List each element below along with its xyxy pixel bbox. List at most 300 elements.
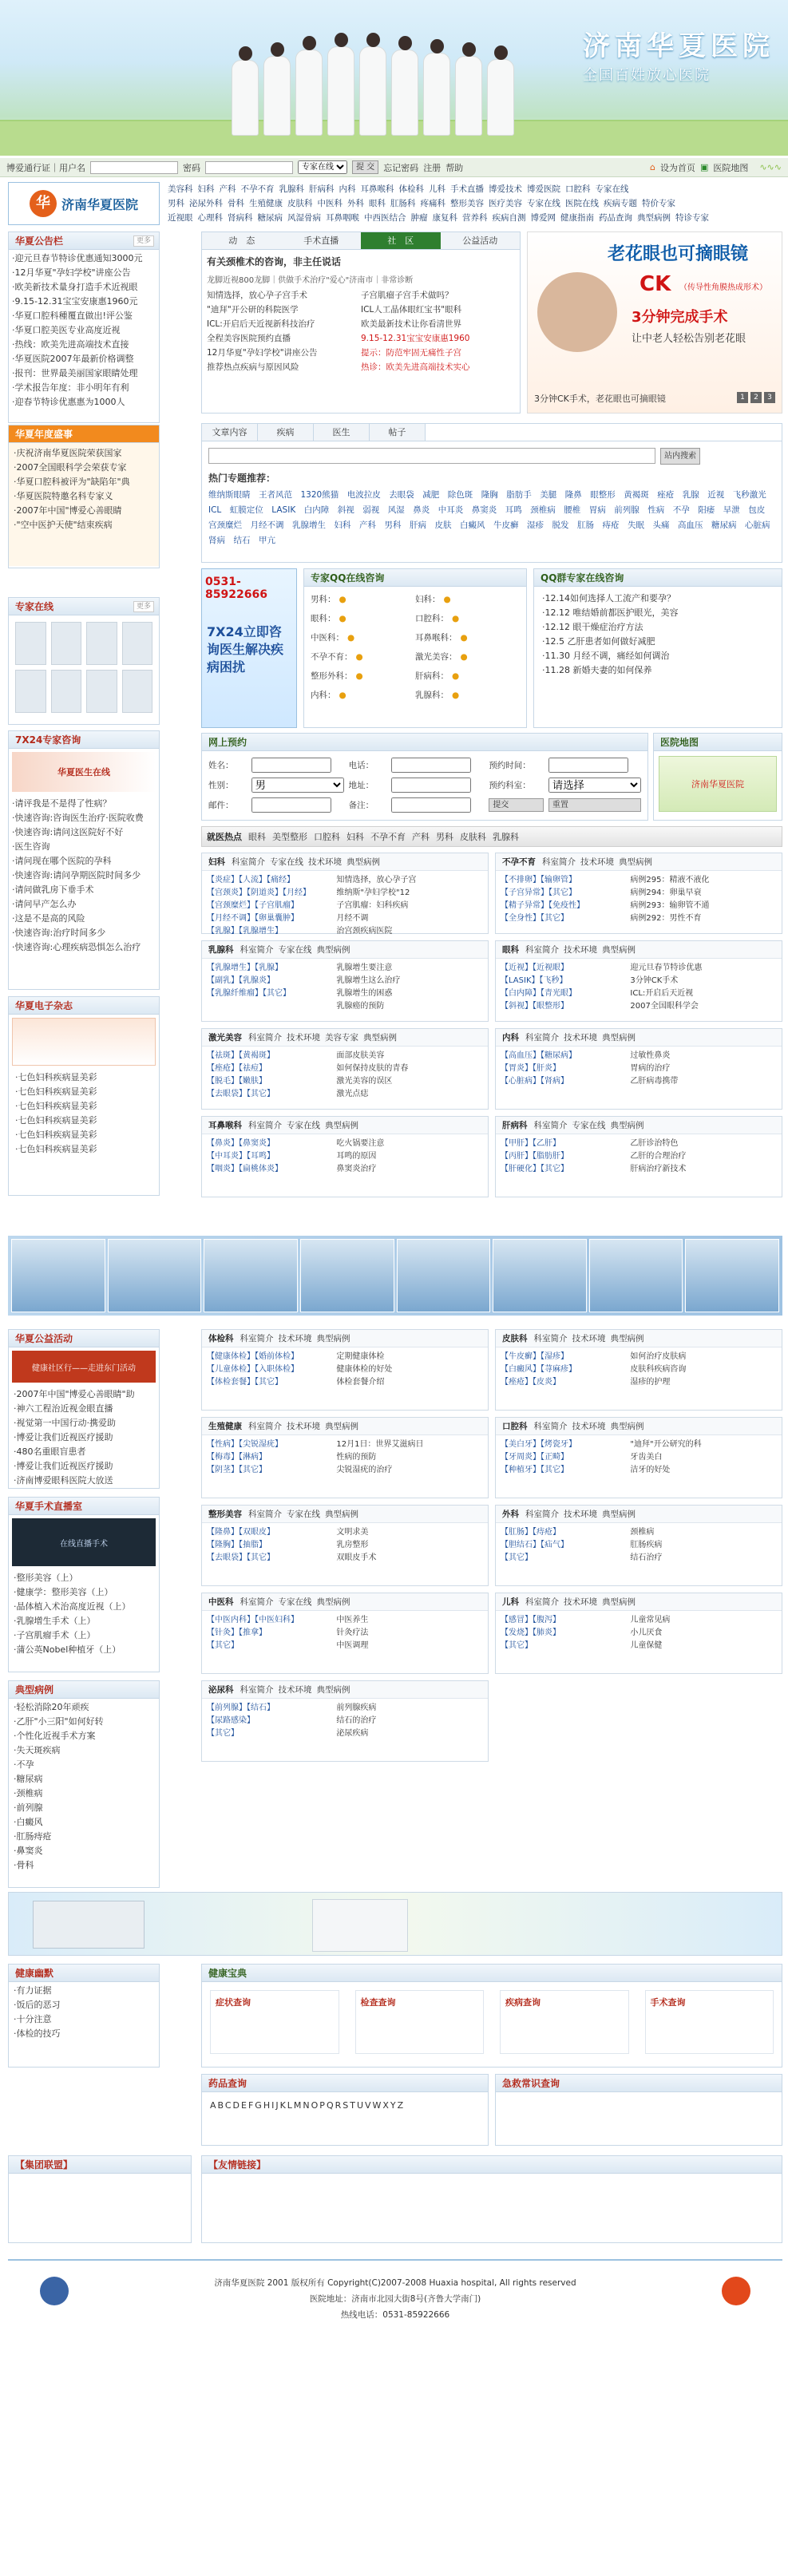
dept-tag-link[interactable]: 【高血压】【糖尿病】 (501, 1051, 576, 1060)
case-item[interactable]: ·乙肝"小三阳"如何好转 (14, 1716, 104, 1727)
dept-tag-link[interactable]: 【祛斑】【黄褐斑】 (207, 1051, 275, 1060)
nav-item[interactable]: 博爱医院 (527, 184, 560, 194)
login-type-select[interactable] (298, 160, 347, 174)
qq-news-item[interactable]: ·12.5 乙肝患者如何做好减肥 (542, 636, 655, 647)
phone-input[interactable] (391, 758, 471, 773)
register-link[interactable]: 注册 (423, 162, 442, 173)
news-link[interactable]: "迪拜"开公研的科院医学 (207, 305, 299, 315)
nav-item[interactable]: 博爱技术 (489, 184, 522, 194)
dept-article-link[interactable]: 尖锐湿疣的治疗 (336, 1466, 393, 1474)
dept-section-tab[interactable]: 科室简介 (525, 1033, 559, 1043)
dept-tag-link[interactable]: 【咽炎】【扁桃体炎】 (207, 1165, 283, 1173)
humor-item[interactable]: ·十分注意 (14, 2014, 52, 2024)
qq-consult-item[interactable] (415, 609, 520, 628)
public-item[interactable]: ·博爱让我们近视医疗援助 (14, 1432, 113, 1442)
notice-item[interactable]: ·迎春节特诊优惠惠为1000人 (12, 397, 125, 407)
dept-section-tab[interactable]: 典型病例 (316, 1685, 350, 1695)
dept-section-tab[interactable]: 技术环境 (572, 1334, 606, 1343)
consult-item[interactable]: ·请问现在哪个医院的孕科 (12, 856, 112, 866)
ezine-item[interactable]: ·七色妇科疾病显美彩 (15, 1130, 97, 1140)
consult-banner[interactable]: 华夏医生在线 (12, 752, 156, 792)
dept-article-link[interactable]: 结石治疗 (630, 1553, 663, 1562)
dept-tag-link[interactable]: 【宫颈炎】【阴道炎】【月经】 (207, 888, 311, 897)
dept-tag-link[interactable]: 【近视】【近视眼】 (501, 964, 568, 972)
case-item[interactable]: ·骨科 (14, 1860, 34, 1870)
nav-item[interactable]: 博爱网 (530, 213, 556, 223)
expert-photo[interactable] (51, 670, 82, 713)
nav-item[interactable]: 健康指南 (560, 213, 594, 223)
dept-tag-link[interactable]: 【斜视】【眼整形】 (501, 1002, 568, 1011)
facility-photo[interactable] (397, 1239, 491, 1312)
notice-item[interactable]: ·热线：欧美先进高端技术直接 (12, 339, 129, 350)
dept-tag-link[interactable]: 【子宫异常】【其它】 (501, 888, 576, 897)
dept-tag-link[interactable]: 【健康体检】【婚前体检】 (207, 1352, 299, 1361)
nav-item[interactable]: 泌尿外科 (189, 199, 223, 208)
public-item[interactable]: ·济南博爱眼科医院大放送 (14, 1475, 113, 1486)
dept-section-tab[interactable]: 典型病例 (610, 1422, 644, 1431)
dept-article-link[interactable]: 如何治疗皮肤病 (630, 1352, 687, 1361)
forgot-link[interactable]: 忘记密码 (383, 162, 419, 173)
dept-section-title[interactable]: 乳腺科 (208, 945, 234, 955)
site-search-button[interactable]: 站内搜索 (660, 448, 700, 465)
dept-tag-link[interactable]: 【去眼袋】【其它】 (207, 1090, 275, 1098)
dept-section-tab[interactable]: 科室简介 (240, 945, 274, 955)
dept-section-tab[interactable]: 科室简介 (240, 1685, 274, 1695)
nav-item[interactable]: 糖尿病 (257, 213, 283, 223)
dept-section-tab[interactable]: 典型病例 (316, 1597, 350, 1607)
dept-tag-link[interactable]: 【乳腺增生】【乳腺】 (207, 964, 283, 972)
annual-item[interactable]: ·华夏口腔科被评为"缺陷年"典 (14, 477, 130, 487)
hot-bar-item[interactable]: 妇科 (346, 832, 364, 842)
expert-photo[interactable] (122, 670, 153, 713)
dept-article-link[interactable]: 前列腺疾病 (336, 1703, 377, 1712)
dept-section-tab[interactable]: 技术环境 (278, 1685, 312, 1695)
dept-section-title[interactable]: 中医科 (208, 1597, 234, 1607)
nav-item[interactable]: 内科 (339, 184, 356, 194)
dept-section-tab[interactable]: 科室简介 (248, 1033, 282, 1043)
consult-item[interactable]: ·快速咨询:请问这医院好不好 (12, 827, 124, 837)
qq-news-item[interactable]: ·11.30 月经不调，痛经如何调治 (542, 651, 670, 661)
dept-article-link[interactable]: 乙肝的合理治疗 (630, 1152, 687, 1161)
qq-consult-item[interactable] (311, 628, 415, 647)
public-item[interactable]: ·480名重眼盲患者 (14, 1446, 86, 1457)
nav-item[interactable]: 营养科 (462, 213, 488, 223)
nav-item[interactable]: 耳鼻咽喉 (326, 213, 359, 223)
dept-tag-link[interactable]: 【脱毛】【嫩肤】 (207, 1077, 267, 1086)
booking-reset[interactable]: 重置 (548, 798, 641, 812)
dept-section-tab[interactable]: 典型病例 (363, 1033, 397, 1043)
nav-item[interactable]: 眼科 (369, 199, 386, 208)
hotline-number[interactable]: 0531-85922666 (205, 576, 267, 601)
map-image[interactable]: 济南华夏医院 (659, 756, 777, 812)
news-tab[interactable]: 手术直播 (282, 232, 362, 249)
facility-photo[interactable] (493, 1239, 587, 1312)
dept-article-link[interactable]: 乙肝诊治特色 (630, 1139, 679, 1148)
dept-section-title[interactable]: 皮肤科 (502, 1334, 528, 1343)
ezine-item[interactable]: ·七色妇科疾病显美彩 (15, 1101, 97, 1111)
dept-article-link[interactable]: 吃火锅要注意 (336, 1139, 385, 1148)
dept-section-tab[interactable]: 典型病例 (325, 1510, 358, 1519)
hot-bar-item[interactable]: 产科 (412, 832, 430, 842)
nav-item[interactable]: 妇科 (197, 184, 215, 194)
nav-item[interactable]: 医疗美容 (489, 199, 522, 208)
dept-tag-link[interactable]: 【其它】 (501, 1553, 533, 1562)
qq-consult-item[interactable] (415, 647, 520, 667)
case-item[interactable]: ·鼻窦炎 (14, 1846, 43, 1856)
dept-article-link[interactable]: 乳腺增生的困惑 (336, 989, 393, 998)
nav-item[interactable]: 专家在线 (527, 199, 560, 208)
password-input[interactable] (205, 161, 293, 174)
expert-photo[interactable] (15, 622, 46, 665)
dept-section-tab[interactable]: 技术环境 (564, 1510, 597, 1519)
public-banner[interactable]: 健康社区行——走进东门活动 (12, 1351, 156, 1383)
dept-article-link[interactable]: 耳鸣的原因 (336, 1152, 377, 1161)
case-item[interactable]: ·不孕 (14, 1759, 34, 1770)
nav-item[interactable]: 外科 (347, 199, 364, 208)
news-link[interactable]: 12月华夏"孕妇学校"讲座公告 (207, 348, 318, 358)
nav-item[interactable]: 肿瘤 (410, 213, 428, 223)
dept-article-link[interactable]: 面部皮肤美容 (336, 1051, 385, 1060)
dept-section-tab[interactable]: 科室简介 (248, 1510, 282, 1519)
dept-section-tab[interactable]: 科室简介 (533, 1121, 568, 1130)
pharma-letters[interactable]: ABCDEFGHIJKLMNOPQRSTUVWXYZ (210, 2100, 406, 2111)
gender-select[interactable] (251, 778, 344, 793)
dept-tag-link[interactable]: 【种植牙】【其它】 (501, 1466, 568, 1474)
dept-article-link[interactable]: 中医养生 (336, 1616, 369, 1624)
ezine-cover[interactable] (12, 1018, 156, 1066)
facility-photo[interactable] (204, 1239, 298, 1312)
annual-item[interactable]: ·"空中医护天使"结束疾病 (14, 520, 113, 530)
dept-tag-link[interactable]: 【白内障】【青光眼】 (501, 989, 576, 998)
dept-tag-link[interactable]: 【乳腺】【乳腺增生】 (207, 927, 283, 936)
dept-section-title[interactable]: 内科 (502, 1033, 519, 1043)
booking-submit[interactable]: 提交 (489, 798, 544, 812)
case-item[interactable]: ·个性化近视手术方案 (14, 1731, 96, 1741)
dept-article-link[interactable]: 颈椎病 (630, 1528, 655, 1537)
consult-item[interactable]: ·请问做乳房下垂手术 (12, 884, 94, 895)
news-tab[interactable]: 社 区 (361, 232, 441, 249)
humor-item[interactable]: ·饭后的恶习 (14, 2000, 61, 2010)
dept-article-link[interactable]: 乳腺增生要注意 (336, 964, 393, 972)
notice-item[interactable]: ·报刊：世界最美丽国家眼睛处理 (12, 368, 138, 378)
dept-article-link[interactable]: 肝病治疗新技术 (630, 1165, 687, 1173)
dept-tag-link[interactable]: 【丙肝】【脂肪肝】 (501, 1152, 568, 1161)
nav-item[interactable]: 肾病科 (228, 213, 253, 223)
ezine-item[interactable]: ·七色妇科疾病显美彩 (15, 1072, 97, 1082)
dept-article-link[interactable]: 病例293：输卵管不通 (630, 901, 710, 910)
library-item[interactable]: 检查查询 (355, 1990, 485, 2054)
dept-article-link[interactable]: 乳房整形 (336, 1541, 369, 1549)
news-tab[interactable]: 公益活动 (441, 232, 521, 249)
dept-article-link[interactable]: 鼻窦炎治疗 (336, 1165, 377, 1173)
news-link[interactable]: 推荐热点疾病与原因风险 (207, 362, 299, 372)
dept-tag-link[interactable]: 【胆结石】【疝气】 (501, 1541, 568, 1549)
qq-consult-item[interactable] (311, 686, 415, 705)
nav-item[interactable]: 生殖健康 (249, 199, 283, 208)
expert-photo[interactable] (86, 622, 117, 665)
dept-tag-link[interactable]: 【中医内科】【中医妇科】 (207, 1616, 299, 1624)
case-item[interactable]: ·失天斑疾病 (14, 1745, 61, 1755)
dept-tag-link[interactable]: 【副乳】【乳腺炎】 (207, 976, 275, 985)
case-item[interactable]: ·前列腺 (14, 1802, 43, 1813)
dept-article-link[interactable]: 乙肝病毒携带 (630, 1077, 679, 1086)
dept-article-link[interactable]: 泌尿疾病 (336, 1729, 369, 1738)
nav-item[interactable]: 中西医结合 (364, 213, 406, 223)
dept-tag-link[interactable]: 【隆胸】【抽脂】 (207, 1541, 267, 1549)
annual-item[interactable]: ·庆祝济南华夏医院荣获国家 (14, 448, 122, 458)
dept-section-title[interactable]: 儿科 (502, 1597, 519, 1607)
ezine-item[interactable]: ·七色妇科疾病显美彩 (15, 1115, 97, 1126)
dept-tag-link[interactable]: 【儿童体检】【入职体检】 (207, 1365, 299, 1374)
surgery-item[interactable]: ·蒲公英Nobel种植牙（上） (14, 1644, 121, 1655)
case-item[interactable]: ·轻松消除20年顽疾 (14, 1702, 89, 1712)
dept-article-link[interactable]: 3分钟CK手术 (630, 976, 679, 985)
ezine-item[interactable]: ·七色妇科疾病显美彩 (15, 1086, 97, 1097)
consult-item[interactable]: ·请评我是不是得了性病？ (12, 798, 112, 809)
nav-item[interactable]: 骨科 (228, 199, 244, 208)
dept-section-title[interactable]: 眼科 (502, 945, 519, 955)
nav-item[interactable]: 疾病自测 (492, 213, 526, 223)
news-link[interactable]: 子宫肌瘤子宫手术做吗？ (361, 291, 453, 300)
notice-item[interactable]: ·迎元旦春节特诊优惠通知3000元 (12, 253, 143, 263)
dept-tag-link[interactable]: 【牛皮癣】【湿疹】 (501, 1352, 568, 1361)
public-item[interactable]: ·视觉第一中国行动·携爱助 (14, 1418, 116, 1428)
dept-tag-link[interactable]: 【隆鼻】【双眼皮】 (207, 1528, 275, 1537)
dept-article-link[interactable]: 激光点痣 (336, 1090, 369, 1098)
dept-tag-link[interactable]: 【体检套餐】【其它】 (207, 1378, 283, 1387)
nav-item[interactable]: 口腔科 (565, 184, 591, 194)
dept-article-link[interactable]: 肛肠疾病 (630, 1541, 663, 1549)
dept-section-tab[interactable]: 专家在线 (278, 945, 312, 955)
date-input[interactable] (548, 758, 628, 773)
dept-tag-link[interactable]: 【鼻炎】【鼻窦炎】 (207, 1139, 275, 1148)
news-link[interactable]: 全程美容医院预约直播 (207, 334, 291, 343)
dept-section-tab[interactable]: 科室简介 (525, 1597, 559, 1607)
dept-section-tab[interactable]: 典型病例 (610, 1121, 644, 1130)
news-link[interactable]: 欧美最新技术让你看清世界 (361, 319, 461, 329)
qq-consult-item[interactable] (415, 686, 520, 705)
dept-article-link[interactable]: 针灸疗法 (336, 1628, 369, 1637)
dept-section-tab[interactable]: 典型病例 (316, 1334, 350, 1343)
consult-item[interactable]: ·快速咨询:心理疾病恐惧怎么治疗 (12, 942, 141, 952)
hot-topics-list[interactable]: 维纳斯眼睛 王者风范 1320熊猫 电波拉皮 去眼袋 减肥 除色斑 隆胸 脂肪手 美腿 隆鼻 眼整形 黄褐斑 痤疮 乳腺 近视 飞秒激光 ICL 虹膜定位 LASIK 白内障 斜视 弱视 风湿 鼻炎 中耳炎 鼻窦炎 耳鸣 颈椎病 腰椎 胃病 前列腺 性病 不孕 阳痿 早泄 包皮 宫颈糜烂 月经不调 乳腺增生 妇科 产科 男科 肝病 皮肤 白癜风 牛皮癣 湿疹 脱发 肛肠 痔疮 失眠 头痛 高血压 糖尿病 心脏病 肾病 结石 甲亢 (208, 490, 778, 545)
surgery-item[interactable]: ·健康学：整形美容（上） (14, 1587, 113, 1597)
dept-section-title[interactable]: 不孕不育 (502, 857, 536, 867)
help-link[interactable]: 帮助 (445, 162, 464, 173)
expert-photo[interactable] (122, 622, 153, 665)
dept-article-link[interactable]: 过敏性鼻炎 (630, 1051, 671, 1060)
annual-item[interactable]: ·2007年中国"博爱心善眼睛 (14, 505, 122, 516)
nav-item[interactable]: 乳腺科 (279, 184, 304, 194)
site-search-input[interactable] (208, 448, 655, 464)
dept-article-link[interactable]: 维纳斯"孕妇学校"12 (336, 888, 410, 897)
dept-section-title[interactable]: 泌尿科 (208, 1685, 234, 1695)
nav-item[interactable]: 皮肤科 (287, 199, 313, 208)
dept-article-link[interactable]: 双眼皮手术 (336, 1553, 377, 1562)
dept-tag-link[interactable]: 【全身性】【其它】 (501, 914, 568, 923)
nav-item[interactable]: 康复科 (432, 213, 457, 223)
promo-page-button[interactable]: 1 (737, 392, 748, 403)
surgery-item[interactable]: ·整形美容（上） (14, 1573, 78, 1583)
submit-button[interactable]: 提 交 (352, 160, 378, 174)
dept-section-tab[interactable]: 技术环境 (572, 1422, 606, 1431)
qq-consult-item[interactable] (415, 590, 520, 609)
dept-section-tab[interactable]: 典型病例 (602, 1597, 636, 1607)
consult-item[interactable]: ·请问早产怎么办 (12, 899, 77, 909)
dept-section-tab[interactable]: 典型病例 (602, 945, 636, 955)
dept-article-link[interactable]: ICL:开启后天近视 (630, 989, 694, 998)
nav-item[interactable]: 典型病例 (637, 213, 671, 223)
dept-article-link[interactable]: 结石的治疗 (336, 1716, 377, 1725)
dept-article-link[interactable]: 小儿厌食 (630, 1628, 663, 1637)
dept-section-tab[interactable]: 专家在线 (270, 857, 303, 867)
hospital-logo[interactable] (8, 182, 160, 225)
dept-tag-link[interactable]: 【感冒】【腹泻】 (501, 1616, 560, 1624)
dept-article-link[interactable]: 治宫颈疾病医院 (336, 927, 393, 936)
dept-article-link[interactable]: 乳腺增生这么治疗 (336, 976, 401, 985)
dept-tag-link[interactable]: 【性病】【尖锐湿疣】 (207, 1440, 283, 1449)
dept-article-link[interactable]: 病例292：男性不育 (630, 914, 702, 923)
facility-photo[interactable] (685, 1239, 779, 1312)
dept-article-link[interactable]: 性病的预防 (336, 1453, 377, 1462)
dept-tag-link[interactable]: 【白癜风】【荨麻疹】 (501, 1365, 576, 1374)
dept-section-tab[interactable]: 典型病例 (602, 1510, 636, 1519)
consult-item[interactable]: ·快速咨询:咨询医生治疗·医院收费 (12, 813, 144, 823)
dept-section-title[interactable]: 外科 (502, 1510, 519, 1519)
nav-item[interactable]: 疼痛科 (420, 199, 445, 208)
case-item[interactable]: ·颈椎病 (14, 1788, 43, 1798)
qq-consult-item[interactable] (311, 609, 415, 628)
search-tab[interactable]: 帖子 (370, 424, 426, 441)
dept-section-tab[interactable]: 科室简介 (542, 857, 576, 867)
qq-news-item[interactable]: ·12.12 眼干燥症治疗方法 (542, 622, 643, 632)
email-input[interactable] (251, 797, 331, 813)
notice-item[interactable]: ·华夏医院2007年最新价格调整 (12, 354, 134, 364)
dept-section-tab[interactable]: 专家在线 (572, 1121, 606, 1130)
dept-section-title[interactable]: 体检科 (208, 1334, 234, 1343)
notice-item[interactable]: ·华夏口腔科種覆直做出!评公鉴 (12, 311, 133, 321)
dept-section-tab[interactable]: 典型病例 (610, 1334, 644, 1343)
surgery-item[interactable]: ·晶体植入术治高度近视（上） (14, 1601, 131, 1612)
consult-item[interactable]: ·医生咨询 (12, 841, 50, 852)
hot-bar-item[interactable]: 男科 (436, 832, 453, 842)
library-item[interactable]: 手术查询 (645, 1990, 774, 2054)
nav-item[interactable]: 中医科 (317, 199, 343, 208)
dept-section-tab[interactable]: 专家在线 (278, 1597, 312, 1607)
hot-bar-item[interactable]: 乳腺科 (493, 832, 519, 842)
set-home-link[interactable]: 设为首页 (659, 162, 695, 173)
news-link[interactable]: ICL:开启后天近视新科技治疗 (207, 319, 315, 329)
case-item[interactable]: ·白癜风 (14, 1817, 43, 1827)
dept-section-tab[interactable]: 科室简介 (248, 1121, 282, 1130)
dept-section-tab[interactable]: 科室简介 (525, 945, 559, 955)
case-item[interactable]: ·肛肠痔疮 (14, 1831, 52, 1842)
dept-section-tab[interactable]: 典型病例 (325, 1121, 358, 1130)
dept-section-tab[interactable]: 专家在线 (287, 1510, 320, 1519)
case-item[interactable]: ·糖尿病 (14, 1774, 43, 1784)
notice-item[interactable]: ·12月华夏"孕妇学校"讲座公告 (12, 267, 131, 278)
nav-item[interactable]: 手术直播 (450, 184, 484, 194)
promo-banner[interactable] (527, 231, 782, 414)
dept-section-tab[interactable]: 技术环境 (564, 945, 597, 955)
dept-section-tab[interactable]: 技术环境 (580, 857, 614, 867)
dept-section-tab[interactable]: 美容专家 (325, 1033, 358, 1043)
dept-section-tab[interactable]: 科室简介 (248, 1422, 282, 1431)
facility-photo[interactable] (300, 1239, 394, 1312)
nav-item[interactable]: 产科 (219, 184, 236, 194)
dept-article-link[interactable]: 迎元旦春节特诊优惠 (630, 964, 703, 972)
search-tab[interactable]: 疾病 (258, 424, 314, 441)
promo-page-button[interactable]: 3 (764, 392, 775, 403)
dept-section-title[interactable]: 耳鼻喉科 (208, 1121, 242, 1130)
qq-consult-item[interactable] (415, 667, 520, 686)
hot-bar-item[interactable]: 口腔科 (314, 832, 340, 842)
dept-article-link[interactable]: 12月1日：世界艾滋病日 (336, 1440, 424, 1449)
qq-consult-item[interactable] (311, 590, 415, 609)
dept-tag-link[interactable]: 【LASIK】【飞秒】 (501, 976, 568, 985)
nav-item[interactable]: 近视眼 (168, 213, 193, 223)
dept-article-link[interactable]: 乳腺癌的预防 (336, 1002, 385, 1011)
hot-bar-item[interactable]: 皮肤科 (460, 832, 486, 842)
hot-bar-item[interactable]: 美型整形 (272, 832, 307, 842)
dept-tag-link[interactable]: 【甲肝】【乙肝】 (501, 1139, 560, 1148)
public-item[interactable]: ·2007年中国"博爱心善眼睛"助 (14, 1389, 135, 1399)
dept-tag-link[interactable]: 【肛肠】【痔疮】 (501, 1528, 560, 1537)
consult-item[interactable]: ·快速咨询:治疗时间多少 (12, 928, 106, 938)
qq-consult-item[interactable] (415, 628, 520, 647)
annual-item[interactable]: ·2007全国眼科学会荣获专家 (14, 462, 127, 473)
notice-item[interactable]: ·欧美新技术量身打造手术近视眼 (12, 282, 138, 292)
notice-item[interactable]: ·学术报告年度：非小明年有利 (12, 382, 129, 393)
dept-section-tab[interactable]: 典型病例 (619, 857, 652, 867)
dept-article-link[interactable]: 病例295：精液不液化 (630, 876, 710, 884)
dept-tag-link[interactable]: 【痤疮】【祛痘】 (207, 1064, 267, 1073)
nav-item[interactable]: 体检科 (398, 184, 424, 194)
dept-tag-link[interactable]: 【尿路感染】 (207, 1716, 255, 1725)
news-link[interactable]: 热诊：欧美先进高端技术实心 (361, 362, 470, 372)
hot-bar-item[interactable]: 不孕不育 (370, 832, 406, 842)
dept-article-link[interactable]: 儿童常见病 (630, 1616, 671, 1624)
dept-section-tab[interactable]: 科室简介 (240, 1334, 274, 1343)
dept-article-link[interactable]: 如何保持皮肤的青春 (336, 1064, 409, 1073)
dept-article-link[interactable]: 月经不调 (336, 914, 369, 923)
nav-item[interactable]: 药品查询 (599, 213, 632, 223)
dept-section-title[interactable]: 肝病科 (502, 1121, 528, 1130)
library-item[interactable]: 疾病查询 (500, 1990, 629, 2054)
qq-consult-item[interactable] (311, 647, 415, 667)
dept-select[interactable] (548, 778, 641, 793)
dept-tag-link[interactable]: 【月经不调】【卵巢囊肿】 (207, 914, 299, 923)
nav-item[interactable]: 专家在线 (595, 184, 629, 194)
dept-article-link[interactable]: 知情选择，放心孕子宫 (336, 876, 417, 884)
qq-consult-item[interactable] (311, 667, 415, 686)
news-tab[interactable]: 动 态 (202, 232, 282, 249)
dept-section-tab[interactable]: 科室简介 (533, 1422, 568, 1431)
hot-bar-item[interactable]: 眼科 (248, 832, 266, 842)
nav-item[interactable]: 整形美容 (450, 199, 484, 208)
nav-item[interactable]: 不孕不育 (240, 184, 275, 194)
news-link[interactable]: 提示：防范牢固无痛性子宫 (361, 348, 461, 358)
dept-tag-link[interactable]: 【不排卵】【输卵管】 (501, 876, 576, 884)
nav-item[interactable]: 男科 (168, 199, 184, 208)
nav-item[interactable]: 特价专家 (642, 199, 675, 208)
experts-more-link[interactable]: 更多 (133, 601, 154, 612)
dept-tag-link[interactable]: 【其它】 (207, 1641, 239, 1650)
dept-article-link[interactable]: 2007全国眼科学会 (630, 1002, 699, 1011)
dept-tag-link[interactable]: 【肝硬化】【其它】 (501, 1165, 568, 1173)
news-headline[interactable]: 有关颈椎术的咨询，非主任说话 (207, 256, 342, 267)
dept-article-link[interactable]: 皮肤科疾病咨询 (630, 1365, 687, 1374)
